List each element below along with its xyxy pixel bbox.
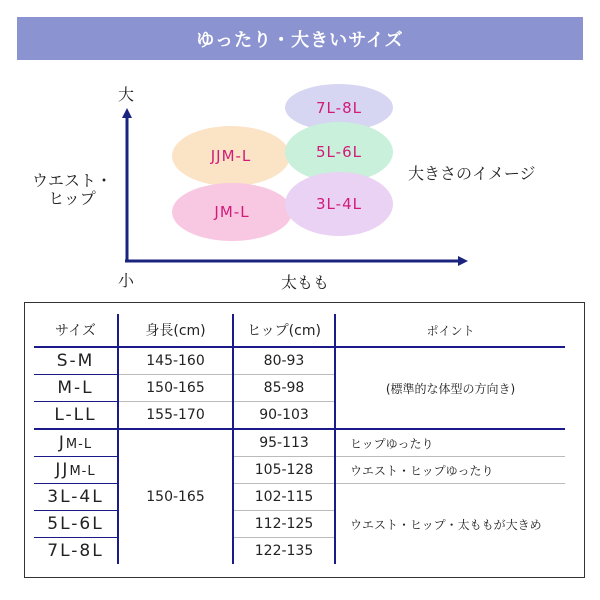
size-cell: 3L-4L bbox=[34, 484, 118, 511]
hip-cell: 105-128 bbox=[233, 457, 335, 484]
hip-cell: 102-115 bbox=[233, 484, 335, 511]
height-cell-merged: 150-165 bbox=[118, 429, 233, 564]
size-cell bbox=[34, 429, 118, 457]
ellipse-3l-4l bbox=[285, 172, 393, 236]
size-main: J bbox=[58, 433, 66, 453]
hip-cell: 122-135 bbox=[233, 538, 335, 565]
table-row bbox=[34, 347, 565, 375]
point-cell-jj: ウエスト・ヒップゆったり bbox=[335, 457, 565, 484]
hip-cell: 95-113 bbox=[233, 429, 335, 457]
height-cell: 155-170 bbox=[118, 402, 233, 430]
size-main: JJ bbox=[55, 460, 70, 480]
table-row bbox=[34, 484, 565, 511]
y-axis-title bbox=[32, 172, 112, 208]
y-axis-bottom-label: 小 bbox=[118, 271, 135, 290]
x-axis-arrow bbox=[458, 256, 468, 266]
height-cell: 150-165 bbox=[118, 375, 233, 402]
table-row bbox=[34, 429, 565, 457]
size-cell: L-LL bbox=[34, 402, 118, 430]
diagram-caption: 大きさのイメージ bbox=[408, 164, 536, 183]
hip-cell: 112-125 bbox=[233, 511, 335, 538]
height-cell: 145-160 bbox=[118, 347, 233, 375]
hip-cell: 85-98 bbox=[233, 375, 335, 402]
size-sub: M-L bbox=[65, 437, 93, 452]
size-sub: M-L bbox=[69, 464, 96, 479]
size-table bbox=[34, 314, 565, 564]
ellipse-jm-l bbox=[172, 183, 292, 241]
ellipse-label: 7L-8L bbox=[316, 98, 362, 117]
point-cell-j: ヒップゆったり bbox=[335, 429, 565, 457]
hip-cell: 90-103 bbox=[233, 402, 335, 430]
size-cell bbox=[34, 457, 118, 484]
header-hip: ヒップ(cm) bbox=[233, 314, 335, 347]
header-size: サイズ bbox=[34, 314, 118, 347]
header-height: 身長(cm) bbox=[118, 314, 233, 347]
y-axis-title-line1: ウエスト・ bbox=[32, 171, 113, 190]
table-header-row bbox=[34, 314, 565, 347]
point-cell-standard: (標準的な体型の方向き) bbox=[335, 347, 565, 429]
ellipse-label: JM-L bbox=[214, 203, 250, 221]
ellipse-label: JJM-L bbox=[210, 147, 252, 165]
header-point: ポイント bbox=[335, 314, 565, 347]
ellipse-jjm-l bbox=[172, 126, 290, 186]
banner-title: ゆったり・大きいサイズ bbox=[196, 29, 404, 51]
y-axis-title-line2: ヒップ bbox=[48, 189, 96, 208]
table-row bbox=[34, 457, 565, 484]
size-cell: 5L-6L bbox=[34, 511, 118, 538]
point-cell-large: ウエスト・ヒップ・太ももが大きめ bbox=[350, 517, 542, 532]
size-cell: 7L-8L bbox=[47, 541, 104, 561]
size-cell: M-L bbox=[34, 375, 118, 402]
ellipse-label: 3L-4L bbox=[316, 195, 362, 213]
size-cell: S-M bbox=[34, 347, 118, 375]
ellipse-label: 5L-6L bbox=[316, 143, 362, 161]
y-axis-arrow bbox=[122, 108, 132, 118]
hip-cell: 80-93 bbox=[233, 347, 335, 375]
y-axis-top-label: 大 bbox=[118, 85, 135, 104]
size-table-panel bbox=[24, 302, 585, 578]
x-axis-title: 太もも bbox=[281, 273, 330, 292]
